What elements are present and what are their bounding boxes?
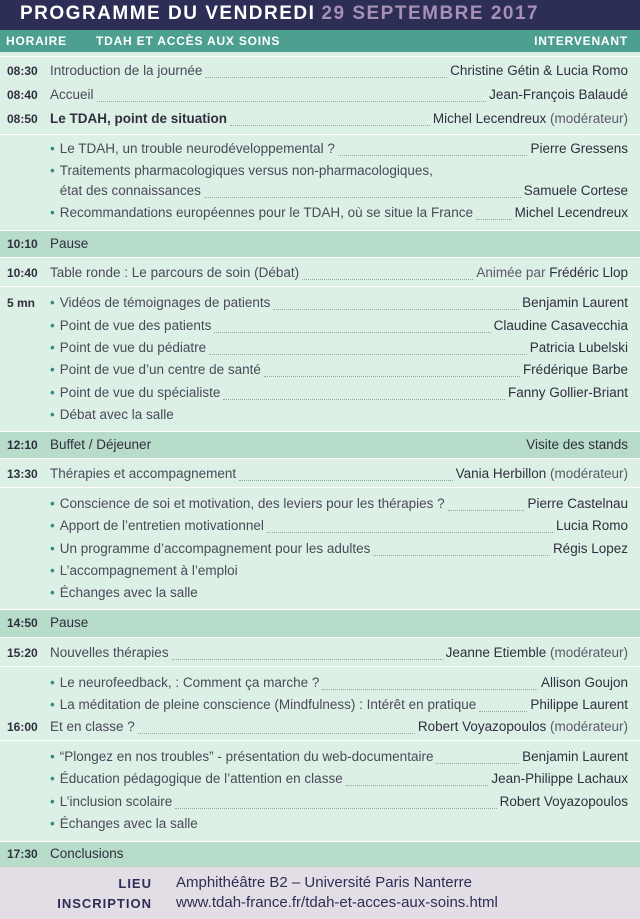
separator xyxy=(0,637,640,638)
column-theme: TDAH ET ACCÈS AUX SOINS xyxy=(96,34,281,48)
row-title: Échanges avec la salle xyxy=(59,585,198,600)
separator xyxy=(0,230,640,231)
row-title: Buffet / Déjeuner xyxy=(50,437,152,452)
separator xyxy=(0,458,640,459)
schedule-row xyxy=(0,84,640,106)
row-speaker: Pierre Castelnau xyxy=(527,496,628,511)
row-title: Nouvelles thérapies xyxy=(50,645,169,660)
schedule-row xyxy=(0,463,640,485)
row-time: 16:00 xyxy=(7,720,38,734)
row-speaker: Pierre Gressens xyxy=(530,141,628,156)
list-item: • Point de vue du pédiatre Patricia Lubelski xyxy=(0,337,640,359)
list-item: • Conscience de soi et motivation, des leviers pour les thérapies ? Pierre Castelnau xyxy=(0,493,640,515)
row-speaker: Robert Voyazopoulos xyxy=(499,794,628,809)
row-title: “Plongez en nos troubles” - présentation du web-documentaire xyxy=(59,749,434,764)
list-item: • L’inclusion scolaire Robert Voyazopoulos xyxy=(0,791,640,813)
row-speaker: Benjamin Laurent xyxy=(522,295,628,310)
row-time: 15:20 xyxy=(7,646,38,660)
row-speaker: Frédérique Barbe xyxy=(522,362,628,377)
lieu-value: Amphithéâtre B2 – Université Paris Nanterre xyxy=(176,874,472,891)
row-title: Échanges avec la salle xyxy=(59,816,198,831)
row-speaker: Christine Gétin & Lucia Romo xyxy=(450,63,628,78)
row-speaker: Michel Lecendreux xyxy=(432,111,547,126)
row-title: Point de vue d’un centre de santé xyxy=(59,362,261,377)
row-speaker: Régis Lopez xyxy=(552,541,628,556)
row-title: L’inclusion scolaire xyxy=(59,794,173,809)
list-item: • Recommandations européennes pour le TDAH, où se situe la France Michel Lecendreux xyxy=(0,202,640,224)
separator xyxy=(0,487,640,488)
row-speaker-role: (modérateur) xyxy=(546,111,628,126)
row-speaker-prefix: Animée par xyxy=(476,265,550,280)
row-title: Le neurofeedback, : Comment ça marche ? xyxy=(59,675,320,690)
row-speaker: Lucia Romo xyxy=(555,518,628,533)
row-title: Point de vue du spécialiste xyxy=(59,385,221,400)
separator xyxy=(0,257,640,258)
row-speaker: Patricia Lubelski xyxy=(529,340,628,355)
row-speaker: Philippe Laurent xyxy=(530,697,628,712)
list-item: • Le neurofeedback, : Comment ça marche ? Allison Goujon xyxy=(0,672,640,694)
program-header xyxy=(0,0,640,30)
list-item: • Un programme d’accompagnement pour les adultes Régis Lopez xyxy=(0,538,640,560)
list-item: 5 mn • Vidéos de témoignages de patients Benjamin Laurent xyxy=(0,292,640,314)
separator xyxy=(0,609,640,610)
row-title: Apport de l’entretien motivationnel xyxy=(59,518,264,533)
row-speaker: Jeanne Etiemble xyxy=(445,645,547,660)
inscription-link[interactable]: www.tdah-france.fr/tdah-et-acces-aux-soins.html xyxy=(176,894,498,911)
row-title: état des connaissances xyxy=(59,183,201,198)
list-item: • Débat avec la salle xyxy=(0,404,640,426)
schedule-row xyxy=(0,612,640,634)
row-title: Point de vue du pédiatre xyxy=(59,340,207,355)
row-time: 12:10 xyxy=(7,438,38,452)
row-title: Point de vue des patients xyxy=(59,318,212,333)
column-time: HORAIRE xyxy=(6,34,67,48)
row-title: Introduction de la journée xyxy=(50,63,203,78)
row-speaker: Claudine Casavecchia xyxy=(493,318,628,333)
row-title: Et en classe ? xyxy=(50,719,135,734)
row-title: Éducation pédagogique de l’attention en classe xyxy=(59,771,343,786)
row-title: Vidéos de témoignages de patients xyxy=(59,295,271,310)
inscription-label: INSCRIPTION xyxy=(57,896,152,911)
row-title: Traitements pharmacologiques versus non-pharmacologiques, xyxy=(59,163,433,178)
column-speaker: INTERVENANT xyxy=(534,34,628,48)
row-speaker: Allison Goujon xyxy=(540,675,628,690)
row-title: Un programme d’accompagnement pour les adultes xyxy=(59,541,371,556)
list-item: • La méditation de pleine conscience (Mindfulness) : Intérêt en pratique Philippe Laurent xyxy=(0,694,640,716)
row-speaker-role: (modérateur) xyxy=(546,645,628,660)
row-title: Recommandations européennes pour le TDAH, où se situe la France xyxy=(59,205,473,220)
row-speaker: Vania Herbillon xyxy=(455,466,547,481)
list-item: • Apport de l’entretien motivationnel Lucia Romo xyxy=(0,515,640,537)
list-item: • Point de vue d’un centre de santé Frédérique Barbe xyxy=(0,359,640,381)
schedule-row xyxy=(0,434,640,456)
schedule-row xyxy=(0,108,640,130)
row-speaker: Benjamin Laurent xyxy=(522,749,628,764)
row-speaker-role: (modérateur) xyxy=(546,719,628,734)
schedule-row xyxy=(0,233,640,255)
schedule-row xyxy=(0,262,640,284)
list-item: • L’accompagnement à l’emploi xyxy=(0,560,640,582)
row-time: 5 mn xyxy=(7,296,36,310)
row-title: Débat avec la salle xyxy=(59,407,174,422)
list-item: • Échanges avec la salle xyxy=(0,582,640,604)
row-speaker: Visite des stands xyxy=(526,437,628,452)
separator xyxy=(0,134,640,135)
list-item: • Point de vue du spécialiste Fanny Gollier-Briant xyxy=(0,382,640,404)
list-item: • Le TDAH, un trouble neurodéveloppemental ? Pierre Gressens xyxy=(0,138,640,160)
row-speaker-role: (modérateur) xyxy=(546,466,628,481)
row-title: Le TDAH, un trouble neurodéveloppemental ? xyxy=(59,141,335,156)
row-time: 10:40 xyxy=(7,266,38,280)
row-speaker: Jean-François Balaudé xyxy=(489,87,628,102)
row-speaker: Michel Lecendreux xyxy=(514,205,628,220)
row-title: Thérapies et accompagnement xyxy=(50,466,237,481)
list-item xyxy=(0,180,640,202)
list-item: • Traitements pharmacologiques versus non-pharmacologiques, xyxy=(0,160,640,182)
schedule-row xyxy=(0,843,640,865)
separator xyxy=(0,666,640,667)
separator xyxy=(0,56,640,57)
column-headers xyxy=(0,30,640,52)
row-time: 17:30 xyxy=(7,847,38,861)
row-speaker: Robert Voyazopoulos xyxy=(417,719,547,734)
schedule-row xyxy=(0,642,640,664)
row-title: Conscience de soi et motivation, des leviers pour les thérapies ? xyxy=(59,496,445,511)
schedule-row xyxy=(0,716,640,738)
list-item: • Éducation pédagogique de l’attention en classe Jean-Philippe Lachaux xyxy=(0,768,640,790)
program-title: PROGRAMME DU VENDREDI xyxy=(20,3,316,24)
row-time: 14:50 xyxy=(7,616,38,630)
list-item: • Échanges avec la salle xyxy=(0,813,640,835)
row-speaker: Jean-Philippe Lachaux xyxy=(491,771,628,786)
list-item: • Point de vue des patients Claudine Casavecchia xyxy=(0,315,640,337)
row-speaker: Samuele Cortese xyxy=(523,183,628,198)
separator xyxy=(0,286,640,287)
lieu-label: LIEU xyxy=(118,876,152,891)
row-title: Table ronde : Le parcours de soin (Débat) xyxy=(50,265,300,280)
row-title: Conclusions xyxy=(50,846,124,861)
row-title: Pause xyxy=(50,236,89,251)
row-time: 13:30 xyxy=(7,467,38,481)
list-item: • “Plongez en nos troubles” - présentation du web-documentaire Benjamin Laurent xyxy=(0,746,640,768)
row-speaker: Fanny Gollier-Briant xyxy=(507,385,628,400)
separator xyxy=(0,841,640,842)
program-date: 29 SEPTEMBRE 2017 xyxy=(321,3,540,24)
row-title: Pause xyxy=(50,615,89,630)
row-title: Accueil xyxy=(50,87,94,102)
row-title: Le TDAH, point de situation xyxy=(50,111,227,126)
row-time: 10:10 xyxy=(7,237,38,251)
schedule-row xyxy=(0,60,640,82)
row-time: 08:50 xyxy=(7,112,38,126)
separator xyxy=(0,431,640,432)
row-time: 08:40 xyxy=(7,88,38,102)
row-title: L’accompagnement à l’emploi xyxy=(59,563,238,578)
row-title: La méditation de pleine conscience (Mindfulness) : Intérêt en pratique xyxy=(59,697,477,712)
footer xyxy=(0,867,640,919)
row-speaker: Frédéric Llop xyxy=(549,265,628,280)
separator xyxy=(0,740,640,741)
row-time: 08:30 xyxy=(7,64,38,78)
